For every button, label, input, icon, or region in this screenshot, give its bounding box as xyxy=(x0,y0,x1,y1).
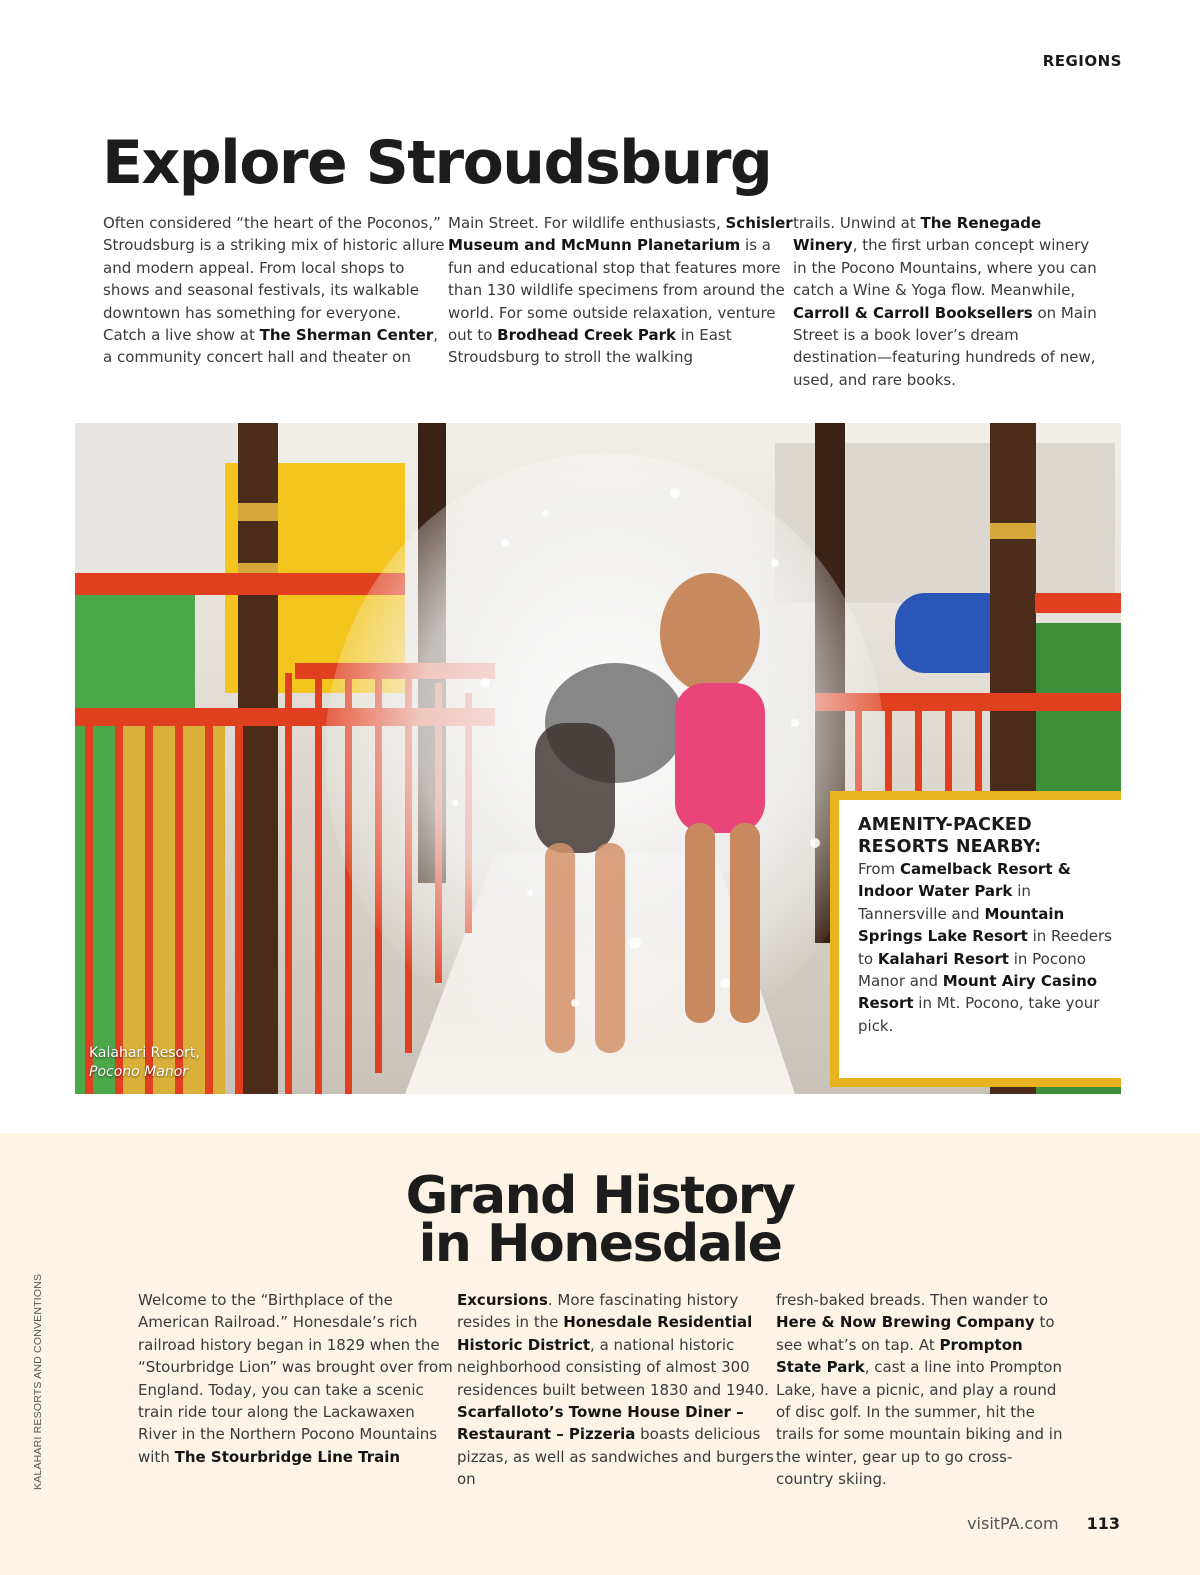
resorts-callout-box xyxy=(830,791,1121,1087)
text-column-1: Often considered “the heart of the Poconos,” Stroudsburg is a striking mix of historic allure and modern appeal. From local shops to shows and seasonal festivals, its walkable downtown has something for everyone. Catch a live show at The Sherman Center, a community concert hall and theater on xyxy=(103,214,445,367)
waterpark-photo xyxy=(75,423,1121,1094)
highlighted-place-name: Prompton State Park xyxy=(776,1335,1023,1377)
page-footer xyxy=(967,1514,1120,1533)
highlighted-place-name: Kalahari Resort xyxy=(877,949,1009,968)
section-title-line-1: Grand History xyxy=(405,1166,795,1226)
highlighted-place-name: Honesdale Residential Historic District xyxy=(457,1313,753,1354)
highlighted-place-name: Here & Now Brewing Company xyxy=(776,1313,1035,1332)
photo-caption xyxy=(89,1044,200,1082)
caption-line-1: Kalahari Resort, xyxy=(89,1045,200,1061)
text-column-3: fresh-baked breads. Then wander to Here & Now Brewing Company to see what’s on tap. At Prompton State Park, cast a line into Prompton Lake, have a picnic, and play a round of disc golf. In the summer, hit the trails for some mountain biking and in the winter, gear up to go cross-country skiing. xyxy=(776,1291,1063,1489)
page-title: Explore Stroudsburg xyxy=(102,128,772,198)
stroudsburg-text xyxy=(103,212,1103,391)
highlighted-place-name: The Stourbridge Line Train xyxy=(174,1447,401,1466)
callout-heading: AMENITY-PACKED RESORTS NEARBY: xyxy=(858,815,1042,857)
side-publication-label: KALAHARI RESORTS AND CONVENTIONS xyxy=(32,1273,44,1490)
section-title xyxy=(0,1166,1200,1274)
highlighted-place-name: Mount Airy Casino Resort xyxy=(858,972,1098,1013)
text-column-2: Main Street. For wildlife enthusiasts, Schisler Museum and McMunn Planetarium is a fun and educational stop that features more than 130 wildlife specimens from around the world. For some outside relaxation, venture out to Brodhead Creek Park in East Stroudsburg to stroll the walking xyxy=(448,214,793,367)
highlighted-place-name: Carroll & Carroll Booksellers xyxy=(793,303,1033,322)
text-column-1: Welcome to the “Birthplace of the American Railroad.” Honesdale’s rich railroad history began in 1829 when the “Stourbridge Lion” was brought over from England. Today, you can take a scenic train ride tour along the Lackawaxen River in the Northern Pocono Mountains with The Stourbridge Line Train xyxy=(138,1291,453,1466)
text-column-2: Excursions. More fascinating history resides in the Honesdale Residential Historic District, a national historic neighborhood consisting of almost 300 residences built between 1830 and 1940. Scarfalloto’s Towne House Diner – Restaurant – Pizzeria boasts delicious pizzas, as well as sandwiches and burgers on xyxy=(457,1291,774,1489)
caption-line-2: Pocono Manor xyxy=(89,1064,189,1080)
highlighted-place-name: Mountain Springs Lake Resort xyxy=(858,904,1065,946)
page-number: 113 xyxy=(1086,1514,1120,1533)
section-label: REGIONS xyxy=(1042,52,1122,70)
text-column-3: trails. Unwind at The Renegade Winery, the first urban concept winery in the Pocono Mountains, where you can catch a Wine & Yoga flow. Meanwhile, Carroll & Carroll Booksellers on Main Street is a book lover’s dream destination—featuring hundreds of new, used, and rare books. xyxy=(793,214,1097,389)
highlighted-place-name: Scarfalloto’s Towne House Diner – Restaurant – Pizzeria xyxy=(457,1403,744,1444)
highlighted-place-name: The Sherman Center xyxy=(259,326,434,345)
section-title-line-2: in Honesdale xyxy=(418,1214,782,1274)
highlighted-place-name: Brodhead Creek Park xyxy=(497,326,677,345)
highlighted-place-name: Schisler Museum and McMunn Planetarium xyxy=(448,214,793,255)
highlighted-place-name: Camelback Resort & Indoor Water Park xyxy=(858,860,1071,901)
highlighted-place-name: The Renegade Winery xyxy=(793,214,1042,255)
highlighted-place-name: Excursions xyxy=(457,1291,548,1309)
callout-body: From Camelback Resort & Indoor Water Park in Tannersville and Mountain Springs Lake Resort in Reeders to Kalahari Resort in Pocono Manor and Mount Airy Casino Resort in Mt. Pocono, take your pick. xyxy=(858,860,1112,1035)
website-link[interactable]: visitPA.com xyxy=(967,1514,1059,1533)
honesdale-text xyxy=(138,1289,1066,1491)
